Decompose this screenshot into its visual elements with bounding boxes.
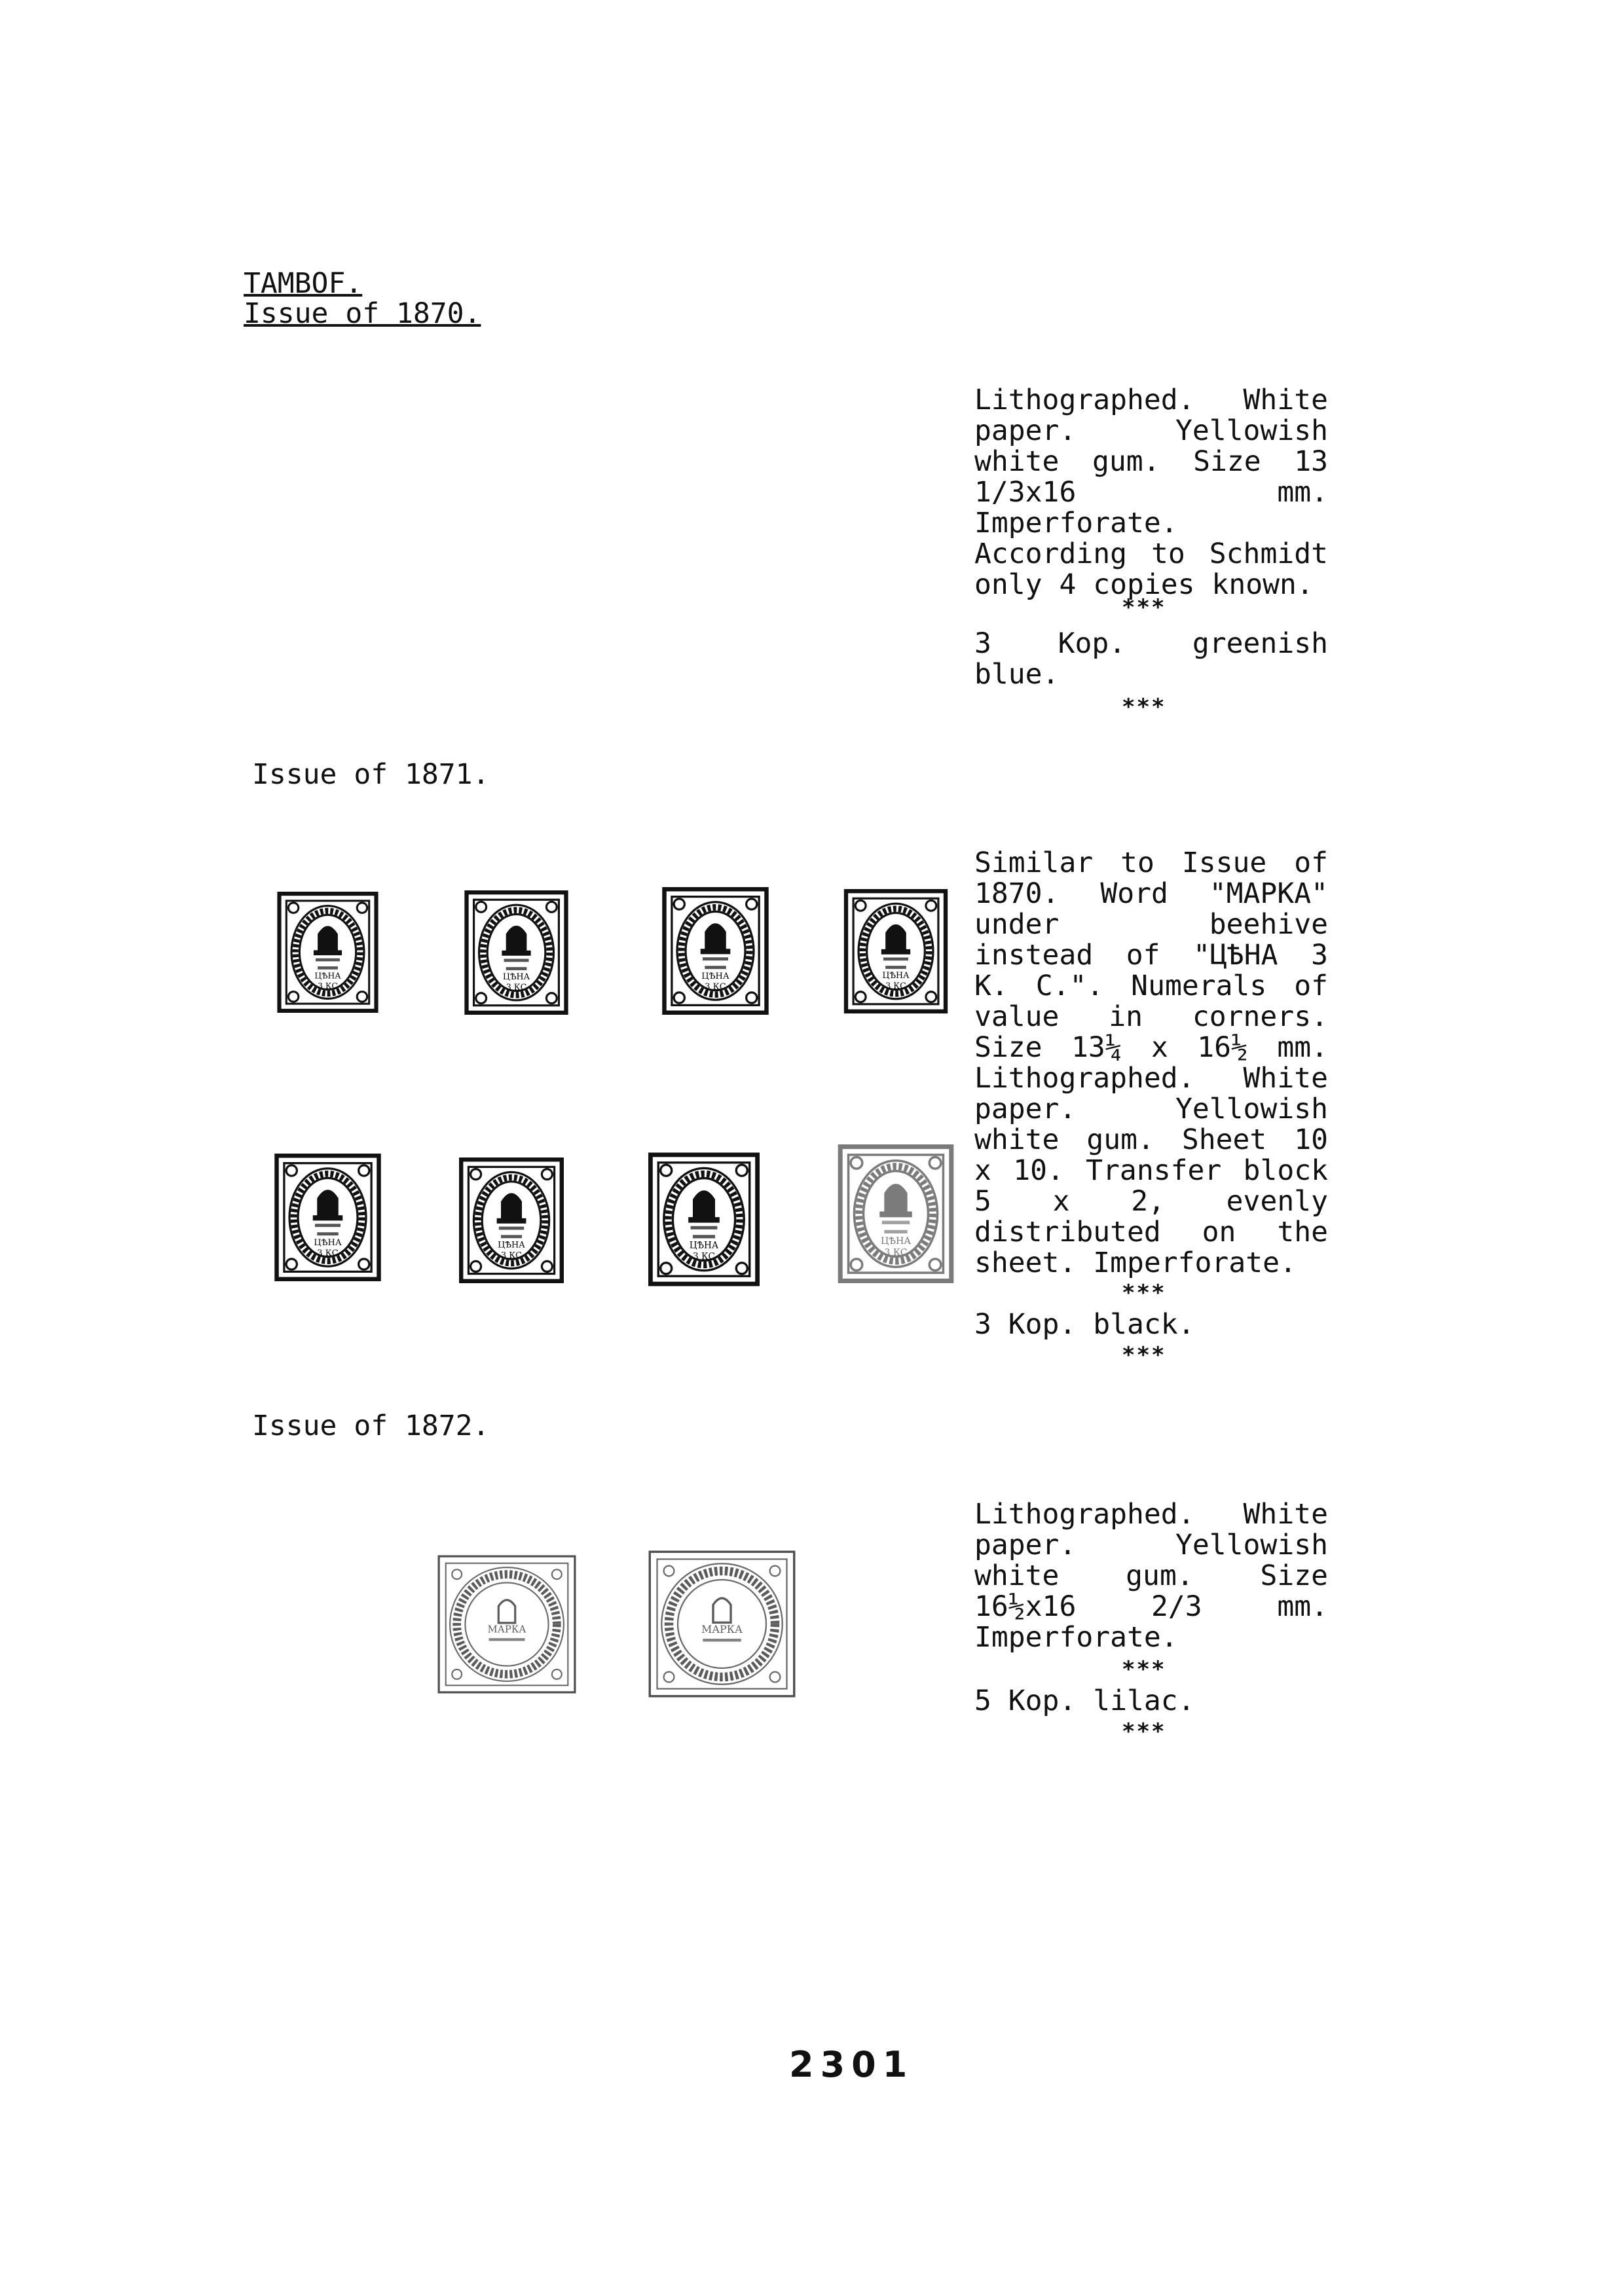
svg-text:3 КС: 3 КС: [884, 1247, 908, 1258]
svg-text:ЦѢНА: ЦѢНА: [498, 1240, 525, 1250]
svg-text:3 КС: 3 КС: [506, 982, 527, 992]
stamp-1871-image: [274, 1154, 382, 1281]
issue-1872-text: Lithographed. White paper. Yellowish white gum. Size 16½x16 2/3 mm. Imperforate.: [974, 1498, 1328, 1654]
svg-text:3 КС: 3 КС: [705, 982, 726, 992]
page-title: TAMBOF.: [244, 267, 363, 300]
svg-text:ЦѢНА: ЦѢНА: [689, 1240, 719, 1251]
svg-text:ЦѢНА: ЦѢНА: [882, 970, 910, 981]
stamp-1871-image: [456, 1157, 567, 1283]
svg-text:3 КС: 3 КС: [693, 1251, 715, 1262]
issue-1871-value: [974, 1309, 1328, 1340]
page-number: 2301: [789, 2044, 914, 2085]
issue-1872-value: [974, 1686, 1328, 1717]
svg-text:ЦѢНА: ЦѢНА: [701, 971, 729, 981]
issue-1871-text: Similar to Issue of 1870. Word "MAPKA" under beehive instead of "ЦѢНА 3 K. C.". Numerals of value in corners. Size 13¼ x 16½ mm. Lithographed. White paper. Yellowish white gum. Sheet 10 x 10. Transfer block 5 x 2, evenly distributed on the sheet. Imperforate.: [974, 847, 1328, 1279]
stamp-1871-image: [274, 892, 382, 1013]
issue-1870-value-text: 3 Kop. greenish blue.: [974, 627, 1328, 691]
svg-text:3 КС: 3 КС: [885, 981, 906, 991]
separator-stars: ***: [1122, 694, 1166, 720]
separator-stars: ***: [1122, 1342, 1166, 1368]
issue-1871-description: [974, 848, 1328, 1279]
stamp-1871-image: [661, 887, 769, 1015]
svg-text:МАРКА: МАРКА: [487, 1624, 526, 1635]
issue-1870-heading: Issue of 1870.: [244, 297, 481, 330]
svg-text:3 КС: 3 КС: [317, 1248, 339, 1258]
stamp-1872-image: [437, 1555, 576, 1694]
svg-text:3 КС: 3 КС: [501, 1250, 522, 1261]
svg-text:ЦѢНА: ЦѢНА: [314, 971, 341, 981]
svg-text:3 КС: 3 КС: [318, 981, 338, 991]
separator-stars: ***: [1122, 1719, 1166, 1745]
stamp-1871-image: [648, 1152, 760, 1286]
stamp-1871-image: [837, 1144, 955, 1283]
stamp-1871-image: [843, 889, 948, 1013]
issue-1872-heading: Issue of 1872.: [252, 1410, 490, 1442]
svg-text:ЦѢНА: ЦѢНА: [502, 972, 530, 982]
issue-1871-value-text: 3 Kop. black.: [974, 1308, 1195, 1341]
issue-1870-text: Lithographed. White paper. Yellowish white gum. Size 13 1/3x16 mm. Imperforate. According to Schmidt only 4 copies known.: [974, 384, 1328, 601]
separator-stars: ***: [1122, 1280, 1166, 1306]
separator-stars: ***: [1122, 1656, 1166, 1683]
issue-1872-description: [974, 1499, 1328, 1653]
svg-text:ЦѢНА: ЦѢНА: [314, 1237, 342, 1248]
stamp-1871-image: [462, 890, 570, 1015]
svg-text:ЦѢНА: ЦѢНА: [880, 1235, 912, 1247]
svg-text:МАРКА: МАРКА: [701, 1623, 743, 1635]
issue-1872-value-text: 5 Kop. lilac.: [974, 1685, 1195, 1717]
separator-stars: ***: [1122, 594, 1166, 621]
issue-1870-description: [974, 385, 1328, 600]
stamp-1872-image: [648, 1550, 796, 1698]
issue-1870-value: [974, 629, 1328, 690]
issue-1871-heading: Issue of 1871.: [252, 758, 490, 791]
